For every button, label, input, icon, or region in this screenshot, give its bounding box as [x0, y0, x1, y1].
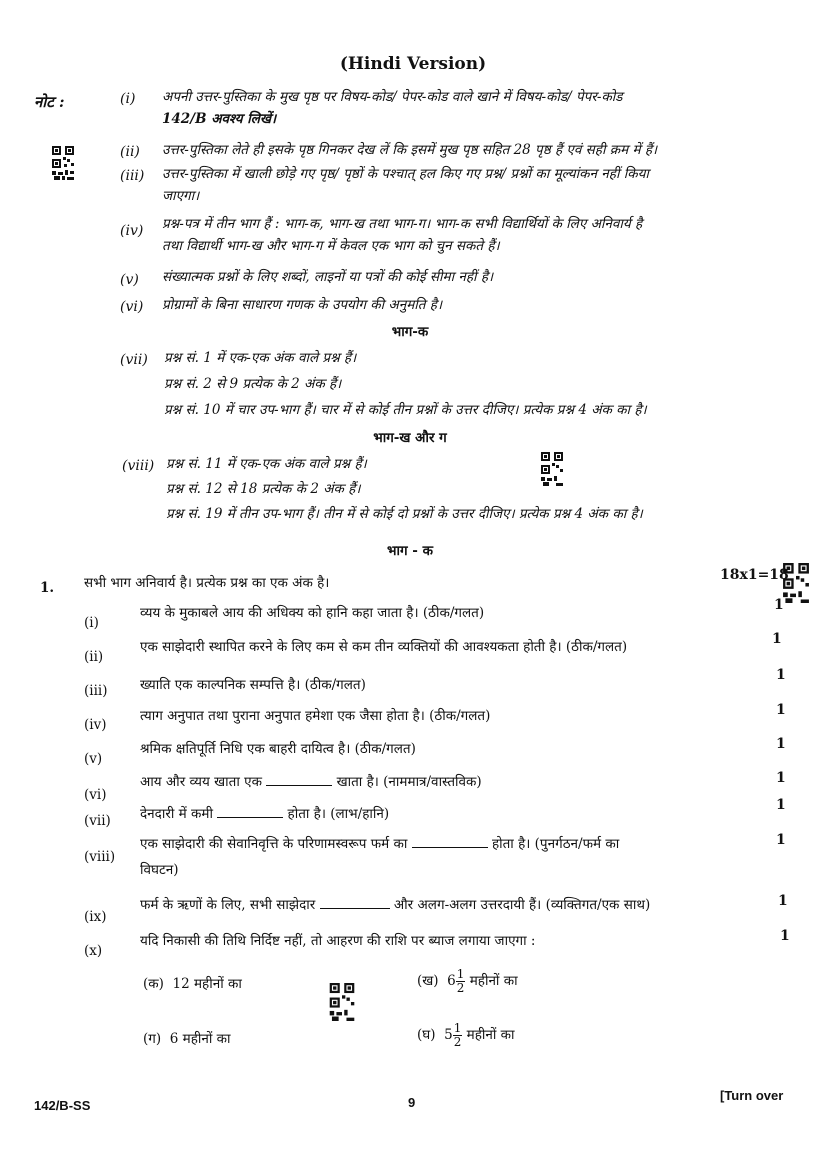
note-text: जाएगा। — [162, 188, 200, 204]
subq-mark: 1 — [776, 736, 786, 752]
note-text: प्रश्न सं. 12 से 18 प्रत्येक के 2 अंक हैं। — [166, 481, 361, 497]
note-num: (v) — [120, 272, 139, 288]
question-number: 1. — [40, 580, 55, 596]
note-item — [162, 213, 792, 257]
note-label: नोट : — [34, 93, 65, 111]
subq-text-post: और अलग-अलग उत्तरदायी हैं। (व्यक्तिगत/एक साथ) — [393, 897, 651, 913]
subq-text — [140, 803, 389, 825]
question-marks: 18x1=18 — [720, 567, 789, 583]
subq-text-pre: आय और व्यय खाता एक — [140, 774, 262, 790]
subq-num: (vii) — [84, 813, 111, 829]
subq-num: (viii) — [84, 849, 116, 865]
note-text: अपनी उत्तर-पुस्तिका के मुख पृष्ठ पर विषय-कोड/ पेपर-कोड वाले खाने में विषय-कोड/ पेपर-कोड — [162, 89, 623, 105]
subq-text: एक साझेदारी स्थापित करने के लिए कम से कम तीन व्यक्तियों की आवश्यकता होती है। (ठीक/गलत) — [140, 639, 628, 655]
note-num: (i) — [120, 91, 136, 107]
option-whole: 5 — [444, 1027, 453, 1043]
subq-text — [140, 771, 482, 793]
fraction-numerator: 1 — [453, 1021, 462, 1035]
subq-num: (iv) — [84, 717, 107, 733]
subq-mark: 1 — [778, 893, 788, 909]
subq-text-post: खाता है। (नाममात्र/वास्तविक) — [336, 774, 482, 790]
subq-text — [140, 833, 760, 881]
subq-text-pre: फर्म के ऋणों के लिए, सभी साझेदार — [140, 897, 316, 913]
fraction — [453, 1022, 463, 1049]
subq-num: (v) — [84, 751, 103, 767]
note-num: (vi) — [120, 299, 144, 315]
option-a[interactable] — [143, 973, 242, 995]
subq-mark: 1 — [776, 667, 786, 683]
subq-mark: 1 — [776, 797, 786, 813]
note-text: प्रश्न सं. 19 में तीन उप-भाग हैं। तीन में से कोई दो प्रश्नों के उत्तर दीजिए। प्रत्येक प्रश्न 4 अंक का है। — [166, 506, 643, 522]
subq-mark: 1 — [780, 928, 790, 944]
fraction-denominator: 2 — [453, 1035, 462, 1049]
option-b[interactable] — [417, 968, 518, 995]
option-label: (क) — [143, 976, 164, 992]
subq-text-post: होता है। (पुनर्गठन/फर्म का — [491, 836, 620, 852]
subq-num: (iii) — [84, 683, 108, 699]
subq-text: यदि निकासी की तिथि निर्दिष्ट नहीं, तो आहरण की राशि पर ब्याज लगाया जाएगा : — [140, 933, 536, 949]
page-number: 9 — [408, 1095, 416, 1110]
note-item — [162, 86, 784, 130]
fraction-denominator: 2 — [456, 981, 465, 995]
subq-mark: 1 — [776, 770, 786, 786]
subq-num: (x) — [84, 943, 103, 959]
option-label: (ग) — [143, 1031, 162, 1047]
answer-blank[interactable] — [217, 805, 283, 818]
subq-text: त्याग अनुपात तथा पुराना अनुपात हमेशा एक जैसा होता है। (ठीक/गलत) — [140, 708, 491, 724]
answer-blank[interactable] — [266, 773, 332, 786]
note-text: उत्तर-पुस्तिका लेते ही इसके पृष्ठ गिनकर देख लें कि इसमें मुख पृष्ठ सहित 28 पृष्ठ हैं एवं सही क्रम में हैं। — [162, 142, 658, 158]
paper-code: 142/B-SS — [34, 1098, 91, 1113]
subq-text-line2: विघटन) — [140, 862, 179, 878]
note-text: प्रश्न सं. 1 में एक-एक अंक वाले प्रश्न हैं। — [164, 350, 357, 366]
subq-mark: 1 — [776, 702, 786, 718]
subq-mark: 1 — [774, 597, 784, 613]
note-text: प्रोग्रामों के बिना साधारण गणक के उपयोग की अनुमति है। — [162, 297, 443, 313]
section-heading: भाग-ख और ग — [373, 430, 447, 446]
note-num: (iii) — [120, 168, 145, 184]
note-text: प्रश्न सं. 11 में एक-एक अंक वाले प्रश्न हैं। — [166, 456, 367, 472]
subq-num: (ii) — [84, 649, 104, 665]
section-heading: भाग-क — [391, 324, 429, 340]
subq-text — [140, 894, 650, 916]
subq-mark: 1 — [776, 832, 786, 848]
note-text: प्रश्न-पत्र में तीन भाग हैं : भाग-क, भाग-ख तथा भाग-ग। भाग-क सभी विद्यार्थियों के लिए अनिवार्य है — [162, 216, 643, 232]
part-heading: भाग - क — [387, 543, 433, 559]
option-label: (ख) — [417, 973, 439, 989]
subq-text: ख्याति एक काल्पनिक सम्पत्ति है। (ठीक/गलत) — [140, 677, 366, 693]
subq-num: (i) — [84, 615, 99, 631]
note-text: उत्तर-पुस्तिका में खाली छोड़े गए पृष्ठ/ पृष्ठों के पश्चात् हल किए गए प्रश्न/ प्रश्नों का मूल्यांकन नहीं किया — [162, 166, 649, 182]
note-text: 142/B अवश्य लिखें। — [162, 111, 277, 127]
option-text: 12 महीनों का — [172, 976, 242, 992]
note-num: (ii) — [120, 144, 140, 160]
answer-blank[interactable] — [320, 896, 390, 909]
option-c[interactable] — [143, 1028, 231, 1050]
qr-code-icon — [52, 146, 74, 180]
option-text: 6 महीनों का — [169, 1031, 231, 1047]
note-item — [166, 453, 786, 525]
note-num: (vii) — [120, 352, 148, 368]
note-num: (viii) — [122, 458, 155, 474]
subq-text-pre: एक साझेदारी की सेवानिवृत्ति के परिणामस्वरूप फर्म का — [140, 836, 408, 852]
qr-code-icon — [326, 983, 358, 1021]
note-item — [164, 347, 784, 421]
note-text: तथा विद्यार्थी भाग-ख और भाग-ग में केवल एक भाग को चुन सकते हैं। — [162, 238, 500, 254]
subq-text-post: होता है। (लाभ/हानि) — [287, 806, 390, 822]
option-text: महीनों का — [469, 973, 518, 989]
subq-num: (ix) — [84, 909, 107, 925]
subq-text: व्यय के मुकाबले आय की अधिक्य को हानि कहा जाता है। (ठीक/गलत) — [140, 605, 485, 621]
note-text: प्रश्न सं. 10 में चार उप-भाग हैं। चार में से कोई तीन प्रश्नों के उत्तर दीजिए। प्रत्येक प्रश्न 4 अंक का है। — [164, 402, 647, 418]
page-title: (Hindi Version) — [339, 54, 487, 74]
fraction — [456, 968, 466, 995]
note-text: संख्यात्मक प्रश्नों के लिए शब्दों, लाइनों या पत्रों की कोई सीमा नहीं है। — [162, 269, 494, 285]
note-text: प्रश्न सं. 2 से 9 प्रत्येक के 2 अंक हैं। — [164, 376, 342, 392]
turn-over: [Turn over — [720, 1088, 784, 1103]
option-text: महीनों का — [466, 1027, 515, 1043]
option-d[interactable] — [417, 1022, 515, 1049]
fraction-numerator: 1 — [456, 967, 465, 981]
subq-text-pre: देनदारी में कमी — [140, 806, 213, 822]
subq-num: (vi) — [84, 787, 107, 803]
note-num: (iv) — [120, 223, 144, 239]
subq-mark: 1 — [772, 631, 782, 647]
question-text: सभी भाग अनिवार्य है। प्रत्येक प्रश्न का एक अंक है। — [84, 575, 330, 591]
subq-text: श्रमिक क्षतिपूर्ति निधि एक बाहरी दायित्व है। (ठीक/गलत) — [140, 741, 416, 757]
option-whole: 6 — [447, 973, 456, 989]
answer-blank[interactable] — [412, 835, 488, 848]
option-label: (घ) — [417, 1027, 436, 1043]
note-item — [162, 163, 784, 207]
